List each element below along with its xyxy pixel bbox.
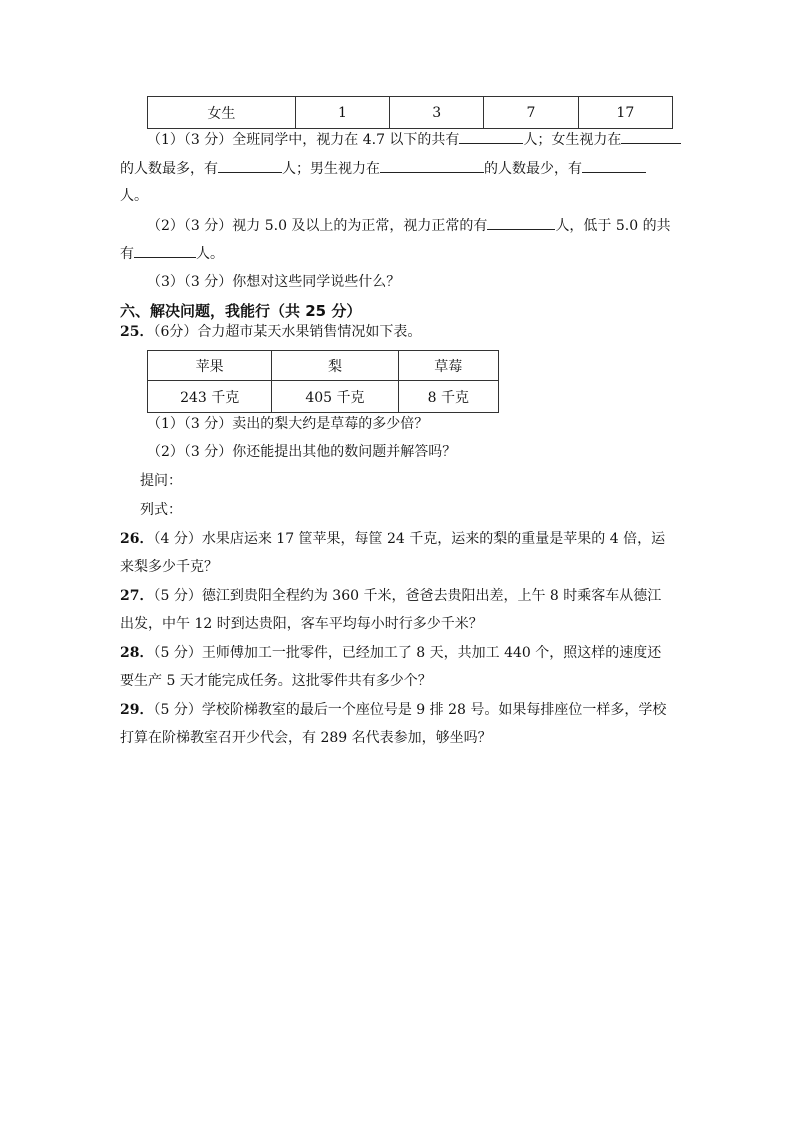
answer-blank[interactable] xyxy=(218,158,282,173)
q24-sub2-line1: （2）（3 分）视力 5.0 及以上的为正常，视力正常的有 人，低于 5.0 的共 xyxy=(147,215,707,236)
value-strawberry: 8 千克 xyxy=(398,381,498,413)
question-number: 25． xyxy=(120,324,154,340)
answer-blank[interactable] xyxy=(459,129,523,144)
q28-line1: 28．（5 分）王师傅加工一批零件，已经加工了 8 天，共加工 440 个，照这样的速度还 xyxy=(120,645,662,661)
q24-sub1-line2: 的人数最多，有 人；男生视力在 的人数最少，有 xyxy=(120,158,680,179)
q26-line2: 来梨多少千克？ xyxy=(120,559,218,575)
header-strawberry: 草莓 xyxy=(398,351,498,381)
q25-formula: 列式： xyxy=(140,502,182,518)
q24-sub1-line1: （1）（3 分）全班同学中，视力在 4.7 以下的共有 人；女生视力在 xyxy=(147,129,707,150)
value-pear: 405 千克 xyxy=(272,381,398,413)
q29-line2: 打算在阶梯教室召开少代会，有 289 名代表参加，够坐吗？ xyxy=(120,730,492,746)
answer-blank[interactable] xyxy=(380,158,484,173)
q24-sub3: （3）（3 分）你想对这些同学说些什么？ xyxy=(147,274,401,290)
table-cell: 1 xyxy=(295,97,389,129)
question-number: 28． xyxy=(120,645,154,661)
q27-line2: 出发，中午 12 时到达贵阳，客车平均每小时行多少千米？ xyxy=(120,616,483,632)
q26-line1: 26．（4 分）水果店运来 17 筐苹果，每筐 24 千克，运来的梨的重量是苹果的 4 倍，运 xyxy=(120,531,666,547)
question-number: 27． xyxy=(120,588,154,604)
table-header-row xyxy=(148,351,499,381)
question-number: 26． xyxy=(120,531,154,547)
q27-line1: 27．（5 分）德江到贵阳全程约为 360 千米，爸爸去贵阳出差，上午 8 时乘客车从德江 xyxy=(120,588,662,604)
q25-sub1: （1）（3 分）卖出的梨大约是草莓的多少倍？ xyxy=(147,416,429,432)
q24-sub1-line3: 人。 xyxy=(120,188,148,204)
row-label: 女生 xyxy=(148,97,296,129)
q25-text: 25．（6分）合力超市某天水果销售情况如下表。 xyxy=(120,324,422,340)
header-pear: 梨 xyxy=(272,351,398,381)
q28-line2: 要生产 5 天才能完成任务。这批零件共有多少个？ xyxy=(120,673,432,689)
answer-blank[interactable] xyxy=(621,129,681,144)
fruit-sales-table xyxy=(147,350,499,413)
section-title: 六、解决问题，我能行（共 25 分） xyxy=(120,302,362,320)
table-cell: 7 xyxy=(484,97,578,129)
q25-ask: 提问： xyxy=(140,473,182,489)
answer-blank[interactable] xyxy=(487,215,555,230)
q24-sub2-line2: 有 人。 xyxy=(120,243,680,264)
table-row xyxy=(148,97,673,129)
question-number: 29． xyxy=(120,702,154,718)
answer-blank[interactable] xyxy=(134,243,196,258)
table-cell: 3 xyxy=(390,97,484,129)
answer-blank[interactable] xyxy=(582,158,646,173)
vision-table xyxy=(147,96,673,129)
header-apple: 苹果 xyxy=(148,351,272,381)
q29-line1: 29．（5 分）学校阶梯教室的最后一个座位号是 9 排 28 号。如果每排座位一样多，学校 xyxy=(120,702,667,718)
value-apple: 243 千克 xyxy=(148,381,272,413)
table-row xyxy=(148,381,499,413)
table-cell: 17 xyxy=(578,97,672,129)
q25-sub2: （2）（3 分）你还能提出其他的数问题并解答吗？ xyxy=(147,444,457,460)
